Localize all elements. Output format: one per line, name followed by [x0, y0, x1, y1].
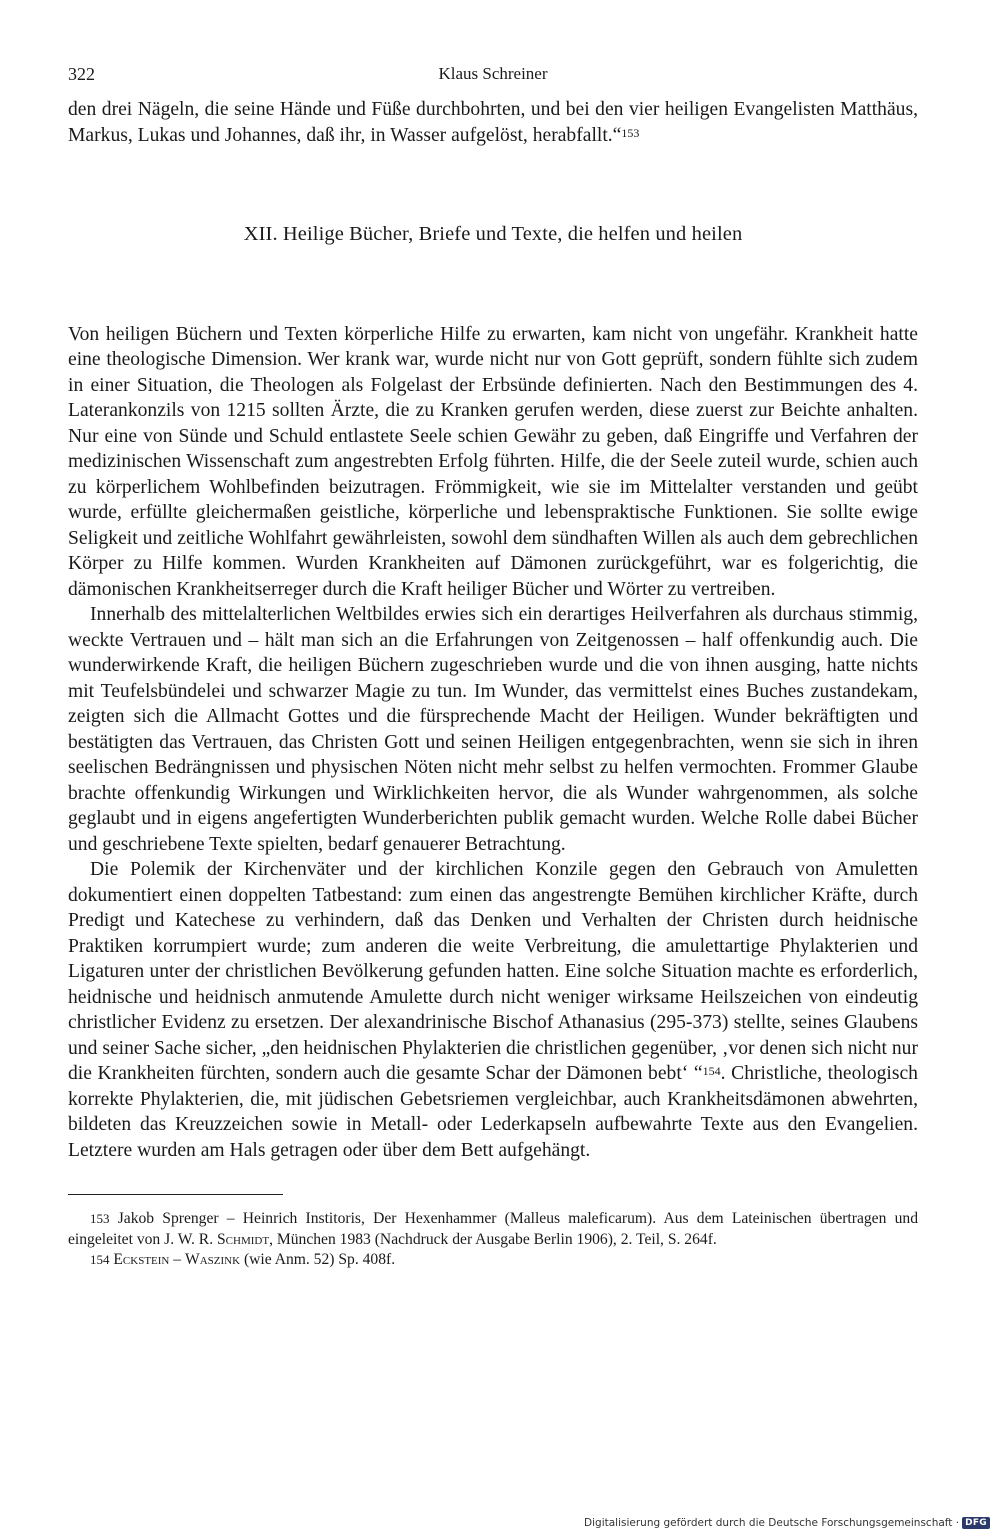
- footnote-author-name: Eckstein: [113, 1251, 170, 1268]
- section-heading: XII. Heilige Bücher, Briefe und Texte, die helfen und heilen: [243, 223, 743, 245]
- footnote-154: [68, 1250, 918, 1271]
- page-number: 322: [68, 64, 95, 84]
- footnote-number: 154: [90, 1252, 110, 1267]
- footnote-author-name: Schmidt: [217, 1230, 270, 1248]
- footnote-divider: [68, 1194, 283, 1195]
- paragraph-3: [68, 857, 918, 1163]
- paragraph-3-part-2: . Christliche, theologisch korrekte Phylakterien, die, mit jüdischen Gebetsriemen vergleichbar, auch Krankheitsdämonen abwehrten, bildeten das Kreuzzeichen sowie in Metall- oder Lederkapseln aufbewahrte Texte aus den Evangelien. Letztere wurden am Hals getragen oder über dem Bett aufgehängt.: [68, 1063, 918, 1161]
- footnote-153: [68, 1209, 918, 1250]
- digitization-banner: [584, 1517, 990, 1529]
- running-head: [68, 60, 918, 90]
- main-text: [68, 97, 918, 1163]
- footnote-separator: –: [169, 1251, 185, 1268]
- paragraph-1: Von heiligen Büchern und Texten körperliche Hilfe zu erwarten, kam nicht von ungefähr. Krankheit hatte eine theologische Dimension. Wer krank war, wurde nicht nur von Gott geprüft, sondern fühlte sich zudem in einer Situation, die Theologen als Folgelast der Erbsünde definierten. Nach den Bestimmungen des 4. Laterankonzils von 1215 sollten Ärzte, die zu Kranken gerufen werden, diese zuerst zur Beichte anhalten. Nur eine von Sünde und Schuld entlastete Seele schien Gewähr zu geben, daß Eingriffe und Verfahren der medizinischen Wissenschaft zum angestrebten Erfolg führten. Hilfe, die der Seele zuteil wurde, schien auch zu körperlichem Wohlbefinden beizutragen. Frömmigkeit, wie sie im Mittelalter verstanden und geübt wurde, erfüllte gleichermaßen geistliche, körperliche und lebenspraktische Funktionen. Sie sollte ewige Seligkeit und zeitliche Wohlfahrt gewährleisten, sowohl dem sündhaften Willen als auch dem gebrechlichen Körper zu Hilfe kommen. Wurden Krankheiten auf Dämonen zurückgeführt, war es folgerichtig, die dämonischen Krankheitserreger durch die Kraft heiliger Bücher und Wörter zu vertreiben.: [68, 323, 918, 600]
- footnote-text: (wie Anm. 52) Sp. 408f.: [240, 1251, 396, 1268]
- footnote-text: Jakob Sprenger – Heinrich Institoris, Der Hexenhammer (Malleus maleficarum). Aus dem Lateinischen übertragen und eingeleitet von J. W. R.: [68, 1210, 918, 1248]
- footnote-number: 153: [90, 1211, 110, 1226]
- dfg-logo: DFG: [962, 1517, 990, 1529]
- continuation-paragraph: [68, 97, 918, 148]
- footnote-ref-153[interactable]: 153: [621, 125, 640, 140]
- footnote-text: , München 1983 (Nachdruck der Ausgabe Berlin 1906), 2. Teil, S. 264f.: [269, 1230, 717, 1248]
- footnotes: [68, 1209, 918, 1271]
- continuation-text: den drei Nägeln, die seine Hände und Füße durchbohrten, und bei den vier heiligen Evangelisten Matthäus, Markus, Lukas und Johannes, daß ihr, in Wasser aufgelöst, herabfallt.“: [68, 99, 918, 146]
- digitization-notice: Digitalisierung gefördert durch die Deutsche Forschungsgemeinschaft ·: [584, 1517, 960, 1529]
- running-author: Klaus Schreiner: [438, 64, 548, 83]
- paragraph-2: Innerhalb des mittelalterlichen Weltbildes erwies sich ein derartiges Heilverfahren als durchaus stimmig, weckte Vertrauen und – hält man sich an die Erfahrungen von Zeitgenossen – half offenkundig auch. Die wunderwirkende Kraft, die heiligen Büchern zugeschrieben wurde und die von ihnen ausging, hatte nichts mit Teufelsbündelei und schwarzer Magie zu tun. Im Wunder, das vermittelst eines Buches zustandekam, zeigten sich die Allmacht Gottes und die fürsprechende Macht der Heiligen. Wunder bekräftigten und bestätigten das Vertrauen, das Christen Gott und seinen Heiligen entgegenbrachten, wenn sie sich in ihren seelischen Bedrängnissen und physischen Nöten nicht mehr selbst zu helfen vermochten. Frommer Glaube brachte offenkundig Wirkungen und Wirklichkeiten hervor, die als Wunder wahrgenommen, als solche geglaubt und in eigens angefertigten Wunderberichten publik gemacht wurden. Welche Rolle dabei Bücher und geschriebene Texte spielten, bedarf genauerer Betrachtung.: [68, 604, 918, 855]
- footnote-ref-154[interactable]: 154: [702, 1064, 721, 1078]
- footnote-author-name: Waszink: [184, 1251, 241, 1268]
- book-page: [68, 60, 918, 1271]
- paragraph-3-part-1: Die Polemik der Kirchenväter und der kirchlichen Konzile gegen den Gebrauch von Amuletten dokumentiert einen doppelten Tatbestand: zum einen das angestrengte Bemühen kirchlicher Kräfte, durch Predigt und Katechese zu verhindern, daß das Denken und Verhalten der Christen durch heidnische Praktiken korrumpiert wurde; zum anderen die weite Verbreitung, die amulettartige Phylakterien und Ligaturen unter der christlichen Bevölkerung gefunden hatten. Eine solche Situation machte es erforderlich, heidnische und heidnisch anmutende Amulette durch nicht weniger wirksame Heilszeichen von eindeutig christlicher Evidenz zu ersetzen. Der alexandrinische Bischof Athanasius (295-373) stellte, seines Glaubens und seiner Sache sicher, „den heidnischen Phylakterien die christlichen gegenüber, ‚vor denen sich nicht nur die Krankheiten fürchten, sondern auch die gesamte Schar der Dämonen bebt‘ “: [68, 859, 918, 1084]
